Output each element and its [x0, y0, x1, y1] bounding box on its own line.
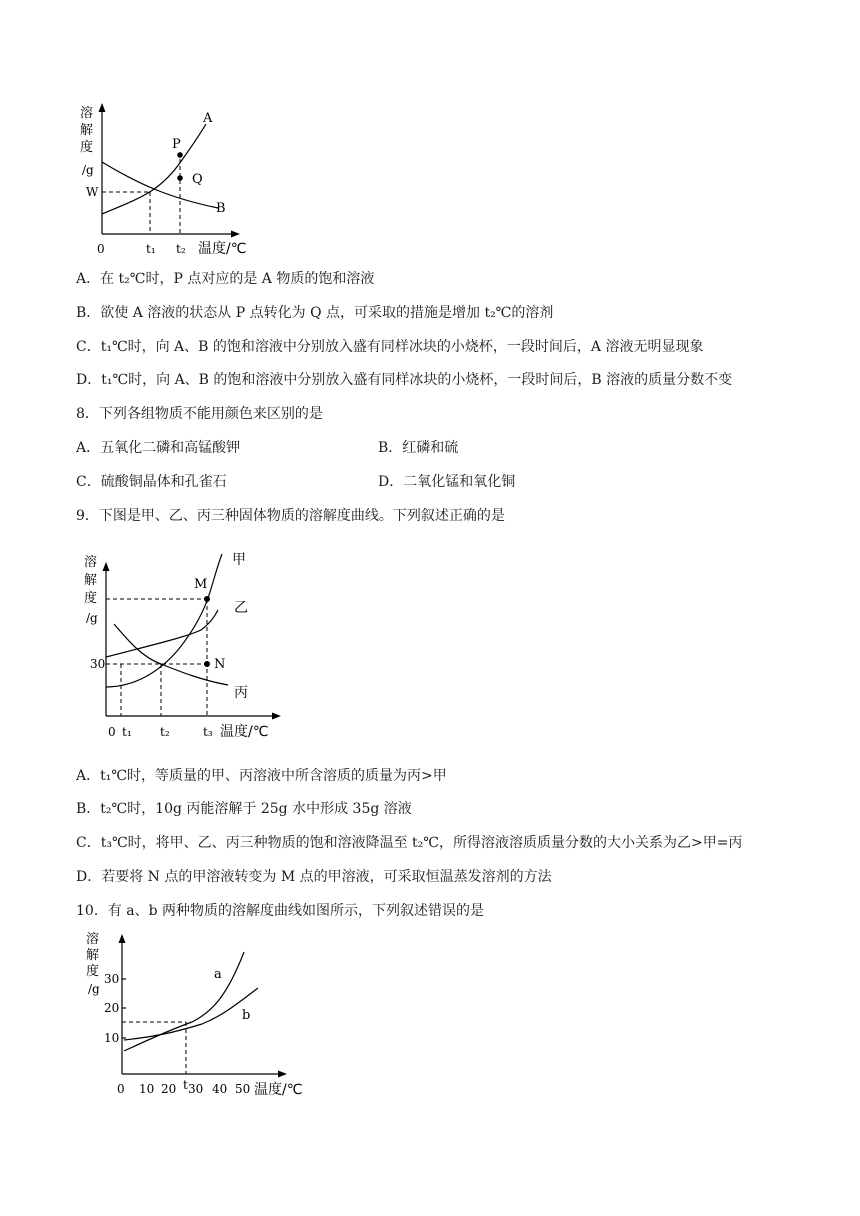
q9-stem: 9．下图是甲、乙、丙三种固体物质的溶解度曲线。下列叙述正确的是	[76, 508, 505, 524]
y-label-3: 度	[80, 140, 94, 155]
y-label-4: /g	[88, 982, 100, 996]
q8-option-b: B．红磷和硫	[378, 440, 459, 456]
x-axis-label: 温度/℃	[220, 724, 269, 740]
origin-label: 0	[97, 242, 105, 256]
x-axis-label: 温度/℃	[254, 1082, 303, 1098]
t2-label: t₂	[176, 242, 186, 256]
curve-bing	[114, 624, 228, 685]
q7-option-d: D．t₁℃时，向 A、B 的饱和溶液中分别放入盛有同样冰块的小烧杯，一段时间后，B 溶液的质量分数不变	[76, 372, 733, 388]
y-label-1: 溶	[86, 932, 100, 947]
label-q: Q	[192, 172, 203, 187]
y-label-1: 溶	[84, 555, 98, 570]
x-axis-label: 温度/℃	[198, 241, 247, 257]
t2-label: t₂	[160, 725, 170, 739]
label-m: M	[194, 577, 208, 592]
figure-solubility-ab	[70, 100, 270, 260]
q7-option-c: C．t₁℃时，向 A、B 的饱和溶液中分别放入盛有同样冰块的小烧杯，一段时间后，A 溶液无明显现象	[76, 339, 704, 355]
y-label-2: 解	[80, 123, 94, 138]
x-tick-30: 30	[188, 1082, 204, 1096]
q8-option-d: D．二氧化锰和氧化铜	[378, 474, 516, 490]
curve-a	[102, 124, 206, 214]
label-jia: 甲	[232, 552, 246, 568]
y-label-3: 度	[86, 964, 100, 979]
curve-jia	[106, 554, 222, 687]
q9-option-d: D．若要将 N 点的甲溶液转变为 M 点的甲溶液，可采取恒温蒸发溶剂的方法	[76, 869, 552, 885]
curve-b	[124, 988, 258, 1040]
curve-a	[124, 952, 244, 1051]
q9-option-c: C．t₃℃时，将甲、乙、丙三种物质的饱和溶液降温至 t₂℃，所得溶液溶质质量分数的大小关系为乙>甲=丙	[76, 835, 743, 851]
y-tick-20: 20	[104, 1001, 120, 1015]
q8-stem: 8．下列各组物质不能用颜色来区别的是	[76, 406, 323, 422]
point-m	[204, 596, 210, 602]
q9-option-a: A．t₁℃时，等质量的甲、丙溶液中所含溶质的质量为丙>甲	[76, 768, 447, 784]
y-label-1: 溶	[80, 106, 94, 121]
t-label: t	[183, 1078, 188, 1092]
q7-option-a: A．在 t₂℃时，P 点对应的是 A 物质的饱和溶液	[76, 271, 375, 287]
t3-label: t₃	[203, 725, 213, 739]
label-a: a	[214, 967, 222, 982]
y-tick-30: 30	[104, 972, 120, 986]
q10-stem: 10．有 a、b 两种物质的溶解度曲线如图所示，下列叙述错误的是	[76, 903, 485, 919]
x-tick-50: 50	[235, 1082, 251, 1096]
y-tick-30: 30	[90, 657, 106, 671]
q7-option-b: B．欲使 A 溶液的状态从 P 点转化为 Q 点，可采取的措施是增加 t₂℃的溶剂	[76, 305, 554, 321]
label-a: A	[203, 111, 213, 126]
y-label-2: 解	[86, 948, 100, 963]
t1-label: t₁	[122, 725, 132, 739]
label-n: N	[214, 657, 226, 672]
origin-label: 0	[108, 725, 116, 739]
label-p: P	[172, 137, 181, 152]
point-n	[204, 661, 210, 667]
x-tick-20: 20	[161, 1082, 177, 1096]
q8-option-a: A．五氧化二磷和高锰酸钾	[76, 440, 241, 456]
figure-solubility-ab-numeric	[82, 928, 322, 1103]
q8-option-c: C．硫酸铜晶体和孔雀石	[76, 474, 227, 490]
x-tick-0: 0	[117, 1082, 125, 1096]
label-yi: 乙	[234, 600, 248, 616]
y-label-4: /g	[82, 163, 94, 177]
w-label: W	[86, 185, 99, 199]
label-bing: 丙	[234, 685, 248, 701]
label-b: B	[216, 201, 226, 216]
y-label-2: 解	[84, 573, 98, 588]
x-tick-40: 40	[212, 1082, 228, 1096]
y-tick-10: 10	[104, 1031, 120, 1045]
label-b: b	[242, 1008, 251, 1023]
y-label-3: 度	[84, 591, 98, 606]
point-q	[177, 175, 183, 181]
t1-label: t₁	[146, 242, 156, 256]
figure-solubility-three	[76, 540, 296, 750]
y-label-4: /g	[86, 611, 98, 625]
point-p	[177, 152, 183, 158]
q9-option-b: B．t₂℃时，10g 丙能溶解于 25g 水中形成 35g 溶液	[76, 801, 412, 817]
x-tick-10: 10	[139, 1082, 155, 1096]
